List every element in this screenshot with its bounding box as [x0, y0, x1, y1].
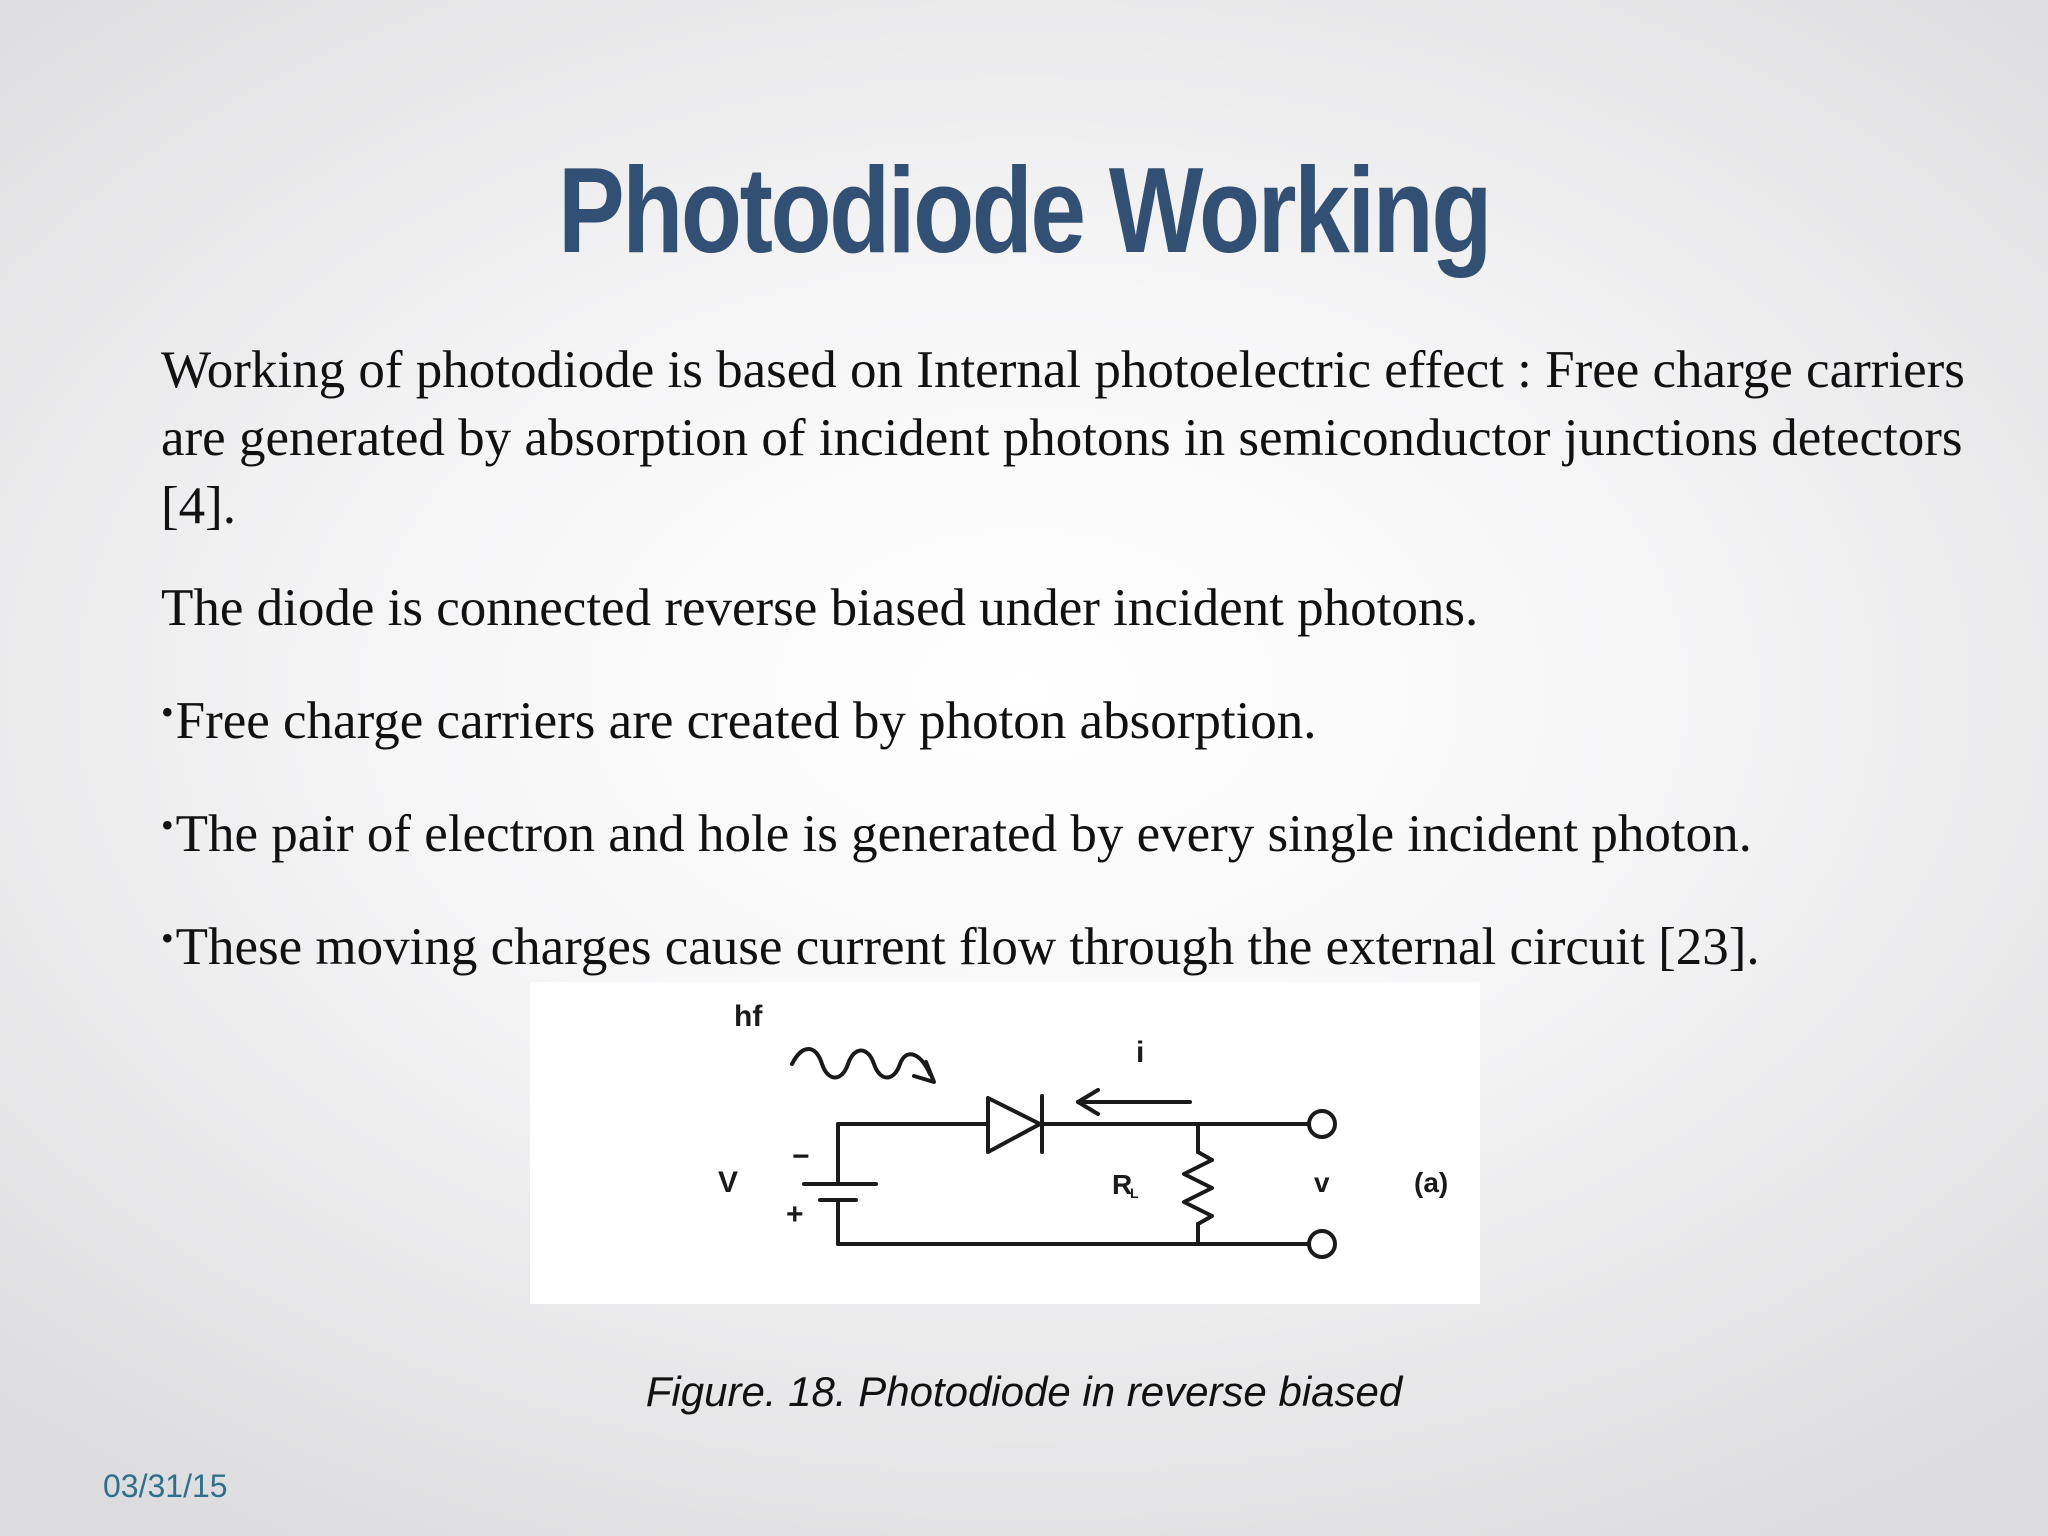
bullet-marker: •: [161, 805, 174, 845]
photon-wave: [792, 1049, 930, 1078]
source-voltage-label: V: [718, 1166, 739, 1199]
battery-minus-label: −: [792, 1140, 810, 1173]
output-voltage-label: v: [1314, 1167, 1330, 1198]
resistor-subscript: L: [1130, 1185, 1139, 1201]
circuit-figure: [530, 982, 1480, 1304]
slide-body: [161, 336, 1981, 1017]
bullet-marker: •: [161, 692, 174, 732]
battery-plus-label: +: [786, 1198, 804, 1231]
bullet-marker: •: [161, 918, 174, 958]
intro-paragraph: Working of photodiode is based on Internal photoelectric effect : Free charge carriers are generated by absorption of incident photons in semiconductor junctions detectors [4].: [161, 341, 1965, 535]
terminal-top: [1309, 1111, 1335, 1137]
terminal-bottom: [1309, 1231, 1335, 1257]
bullet-text: These moving charges cause current flow through the external circuit [23].: [175, 918, 1760, 976]
resistor-zigzag: [1184, 1152, 1212, 1224]
diode-triangle: [988, 1098, 1040, 1152]
circuit-diagram: [530, 982, 1480, 1304]
photon-label: hf: [734, 1000, 763, 1033]
resistor-label: R: [1112, 1169, 1133, 1200]
bullet-text: The pair of electron and hole is generated by every single incident photon.: [175, 805, 1752, 863]
statement-line: The diode is connected reverse biased under incident photons.: [161, 579, 1479, 637]
bullet-item: [161, 678, 1981, 755]
bullet-text: Free charge carriers are created by photon absorption.: [175, 692, 1317, 750]
bullet-item: [161, 904, 1981, 981]
bullet-item: [161, 791, 1981, 868]
slide-title: Photodiode Working: [558, 142, 1490, 278]
figure-caption: Figure. 18. Photodiode in reverse biased: [645, 1368, 1403, 1415]
panel-label: (a): [1414, 1167, 1449, 1198]
slide-date: 03/31/15: [103, 1468, 228, 1504]
current-label: i: [1136, 1036, 1145, 1069]
